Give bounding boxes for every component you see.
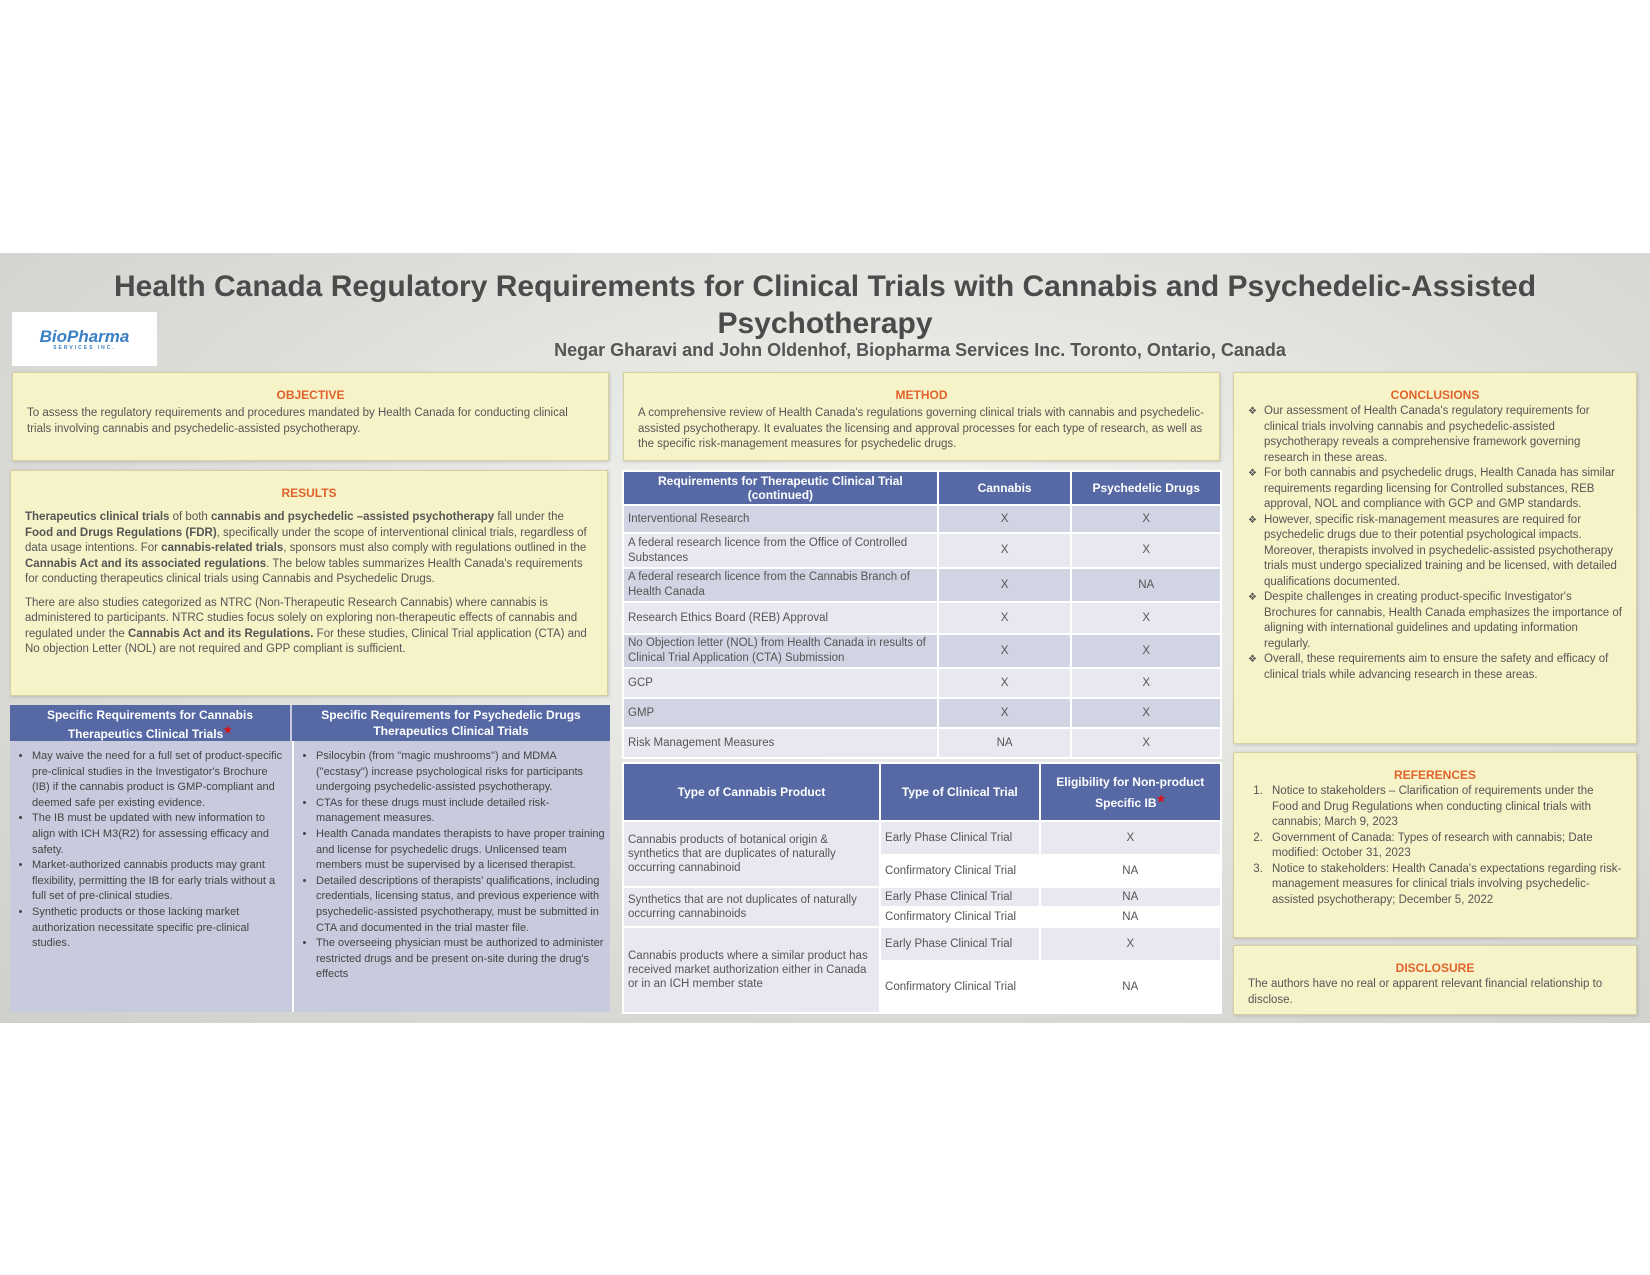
method-text: A comprehensive review of Health Canada's regulations governing clinical trials with cannabis and psychedelic-assisted psychotherapy. It evaluates the licensing and approval processes for each type of research, as well as the specific risk-management measures for psychedelic drugs. [638,407,1204,450]
trial-type-cell: Early Phase Clinical Trial [880,927,1040,961]
disclosure-box [1233,945,1637,1015]
results-bold-1: Therapeutics clinical trials [25,511,170,523]
requirement-cell: Research Ethics Board (REB) Approval [623,602,938,634]
requirements-table-header [623,471,1221,505]
table-row [623,668,1221,698]
cannabis-requirements-column [10,741,290,1012]
cannabis-requirement-item: • May waive the need for a full set of product-specific pre-clinical studies in the Investigator's Brochure (IB) if the cannabis product is GMP-compliant and deemed safe per existing evidence. [32,749,284,811]
objective-box [12,372,609,461]
psychedelic-requirements-column [292,741,612,1012]
results-paragraph-2 [25,596,593,658]
psychedelic-requirements-header [292,705,610,741]
poster-title: Health Canada Regulatory Requirements for Clinical Trials with Cannabis and Psychedelic-Assisted Psychotherapy [113,270,1537,340]
requirement-cell: No Objection letter (NOL) from Health Canada in results of Clinical Trial Application (CTA) Submission [623,634,938,668]
psychedelic-cell: NA [1071,568,1221,602]
objective-text: To assess the regulatory requirements and procedures mandated by Health Canada for conducting clinical trials involving cannabis and psychedelic-assisted psychotherapy. [27,407,568,435]
eligibility-cell: NA [1040,907,1221,927]
results-text-4: , sponsors must also comply with regulations outlined in the [283,542,587,554]
poster-authors: Negar Gharavi and John Oldenhof, Biopharma Services Inc. Toronto, Ontario, Canada [554,340,1286,360]
eligibility-header-text: Eligibility for Non-product Specific IB [1056,774,1205,810]
eligibility-cell: X [1040,927,1221,961]
table-row [623,505,1221,533]
results-text-1: of both [169,511,212,523]
product-type-cell: Synthetics that are not duplicates of naturally occurring cannabinoids [623,887,880,927]
red-star-icon: ★ [223,725,233,736]
cannabis-cell: X [938,602,1072,634]
results-bold-6: Cannabis Act and its Regulations. [127,627,314,640]
cannabis-requirement-item: • Market-authorized cannabis products may grant flexibility, permitting the IB for early trials without a full set of pre-clinical studies. [32,858,284,905]
cannabis-requirements-header-text: Specific Requirements for Cannabis Therapeutics Clinical Trials [46,708,254,741]
table-row [623,634,1221,668]
requirement-cell: A federal research licence from the Office of Controlled Substances [623,533,938,568]
cannabis-cell: NA [938,728,1072,758]
results-bold-5: Cannabis Act and its associated regulations [25,557,267,570]
results-box [10,470,608,696]
table-row [623,568,1221,602]
product-type-header: Type of Cannabis Product [623,763,880,821]
references-box [1233,752,1637,938]
eligibility-table-header [623,763,1221,821]
method-box [623,372,1220,461]
eligibility-cell: X [1040,821,1221,855]
psychedelic-cell: X [1071,505,1221,533]
specific-requirements-panel [10,705,610,1012]
product-type-cell: Cannabis products of botanical origin & synthetics that are duplicates of naturally occurring cannabinoid [623,821,880,887]
eligibility-cell: NA [1040,887,1221,907]
trial-type-cell: Early Phase Clinical Trial [880,887,1040,907]
reference-item: 1. Notice to stakeholders – Clarification of requirements under the Food and Drug Regulations when conducting clinical trials with cannabis; March 9, 2023 [1266,784,1622,831]
eligibility-table [622,762,1222,1014]
disclosure-text: The authors have no real or apparent relevant financial relationship to disclose. [1248,978,1603,1006]
psychedelic-requirement-item: • The overseeing physician must be authorized to administer restricted drugs and be present on-site during the drug's effects [316,936,606,983]
trial-type-cell: Confirmatory Clinical Trial [880,961,1040,1013]
disclosure-heading: DISCLOSURE [1395,961,1475,975]
results-bold-2: cannabis and psychedelic –assisted psychotherapy [211,511,495,523]
results-bold-3: Food and Drugs Regulations (FDR) [25,526,217,539]
conclusion-item: ❖ However, specific risk-management measures are required for psychedelic drugs due to their potential psychological impacts. Moreover, therapists involved in psychedelic-assisted psychotherapy trials must undergo specialized training and be licensed, with detailed qualifications documented. [1264,513,1622,591]
requirement-cell: GCP [623,668,938,698]
psychedelic-requirement-item: • CTAs for these drugs must include detailed risk-management measures. [316,796,606,827]
psychedelic-requirement-item: • Detailed descriptions of therapists' qualifications, including credentials, licensing status, and previous experience with psychedelic-assisted psychotherapy, must be submitted in CTA and documented in the trial master file. [316,874,606,936]
logo-subtext: SERVICES INC. [53,345,116,351]
cannabis-requirements-header [10,705,290,741]
trial-type-cell: Confirmatory Clinical Trial [880,907,1040,927]
results-text-5: . The below tables summarizes Health Canada's requirements for conducting therapeutics clinical trials using Cannabis and Psychedelic Drugs. [25,557,583,585]
conclusion-item: ❖ For both cannabis and psychedelic drugs, Health Canada has similar requirements regarding licensing for Controlled substances, REB approval, NOL and compliance with GCP and GMP standards. [1264,466,1622,513]
conclusion-item: ❖ Our assessment of Health Canada's regulatory requirements for clinical trials involving cannabis and psychedelic-assisted psychotherapy reveals a comprehensive framework governing research in these areas. [1264,404,1622,466]
psychedelic-cell: X [1071,533,1221,568]
cannabis-cell: X [938,505,1072,533]
psychedelic-requirement-item: • Psilocybin (from "magic mushrooms") and MDMA ("ecstasy") increase psychological risks for participants undergoing psychedelic-assisted psychotherapy. [316,749,606,796]
trial-type-cell: Confirmatory Clinical Trial [880,855,1040,887]
references-heading: REFERENCES [1393,768,1476,782]
conclusion-item: ❖ Despite challenges in creating product-specific Investigator's Brochures for cannabis, Health Canada emphasizes the importance of aligning with international guidelines and updating information regularly. [1264,590,1622,652]
method-heading: METHOD [895,388,948,402]
table-row [623,533,1221,568]
cannabis-cell: X [938,668,1072,698]
reference-item: 2. Government of Canada: Types of research with cannabis; Date modified: October 31, 2023 [1266,831,1622,862]
table-row [623,728,1221,758]
psychedelic-cell: X [1071,602,1221,634]
cannabis-column-header: Cannabis [938,471,1072,505]
psychedelic-cell: X [1071,668,1221,698]
trial-type-cell: Early Phase Clinical Trial [880,821,1040,855]
eligibility-cell: NA [1040,855,1221,887]
cannabis-cell: X [938,533,1072,568]
results-text-7: For these studies, Clinical Trial application (CTA) and No objection Letter (NOL) are not required and GPP compliant is sufficient. [25,627,587,655]
psychedelic-cell: X [1071,728,1221,758]
cannabis-requirement-item: • The IB must be updated with new information to align with ICH M3(R2) for assessing efficacy and safety. [32,811,284,858]
psychedelic-cell: X [1071,698,1221,728]
table-row [623,927,1221,961]
results-text-6: There are also studies categorized as NTRC (Non-Therapeutic Research Cannabis) where cannabis is administered to participants. NTRC studies focus solely on exploring non-therapeutic effects of cannabis and regulated under the [25,596,578,640]
conclusions-heading: CONCLUSIONS [1390,388,1480,402]
eligibility-cell: NA [1040,961,1221,1013]
requirement-cell: Interventional Research [623,505,938,533]
table-row [623,821,1221,855]
table-row [623,887,1221,907]
results-bold-4: cannabis-related trials [161,542,284,554]
red-star-icon: ★ [1156,793,1166,805]
psychedelic-requirement-item: • Health Canada mandates therapists to have proper training and license for psychedelic drugs. Unlicensed team members must be supervised by a licensed therapist. [316,827,606,874]
cannabis-requirement-item: • Synthetic products or those lacking market authorization necessitate specific pre-clinical studies. [32,905,284,952]
conclusions-box [1233,372,1637,744]
results-paragraph-1 [25,510,593,588]
psychedelic-requirements-header-text: Specific Requirements for Psychedelic Drugs Therapeutics Clinical Trials [321,708,581,738]
requirement-cell: A federal research licence from the Cannabis Branch of Health Canada [623,568,938,602]
psychedelic-cell: X [1071,634,1221,668]
conclusion-item: ❖ Overall, these requirements aim to ensure the safety and efficacy of clinical trials while advancing research in these areas. [1264,652,1622,683]
biopharma-logo [12,312,157,366]
requirements-table [622,470,1222,759]
trial-type-header: Type of Clinical Trial [880,763,1040,821]
logo-text: BioPharma [39,327,130,346]
requirements-column-header: Requirements for Therapeutic Clinical Trial (continued) [623,471,938,505]
eligibility-header [1040,763,1221,821]
reference-item: 3. Notice to stakeholders: Health Canada's expectations regarding risk-management measures for clinical trials involving psychedelic-assisted psychotherapy; December 5, 2022 [1266,862,1622,909]
product-type-cell: Cannabis products where a similar product has received market authorization either in Canada or in an ICH member state [623,927,880,1013]
cannabis-cell: X [938,634,1072,668]
requirement-cell: GMP [623,698,938,728]
results-heading: RESULTS [281,486,337,500]
cannabis-cell: X [938,698,1072,728]
results-text-3: , specifically under the scope of interventional clinical trials, regardless of data usage intentions. For [25,526,587,554]
requirement-cell: Risk Management Measures [623,728,938,758]
objective-heading: OBJECTIVE [276,388,345,402]
psychedelic-column-header: Psychedelic Drugs [1071,471,1221,505]
cannabis-cell: X [938,568,1072,602]
results-text-2: fall under the [494,511,564,523]
table-row [623,698,1221,728]
table-row [623,602,1221,634]
